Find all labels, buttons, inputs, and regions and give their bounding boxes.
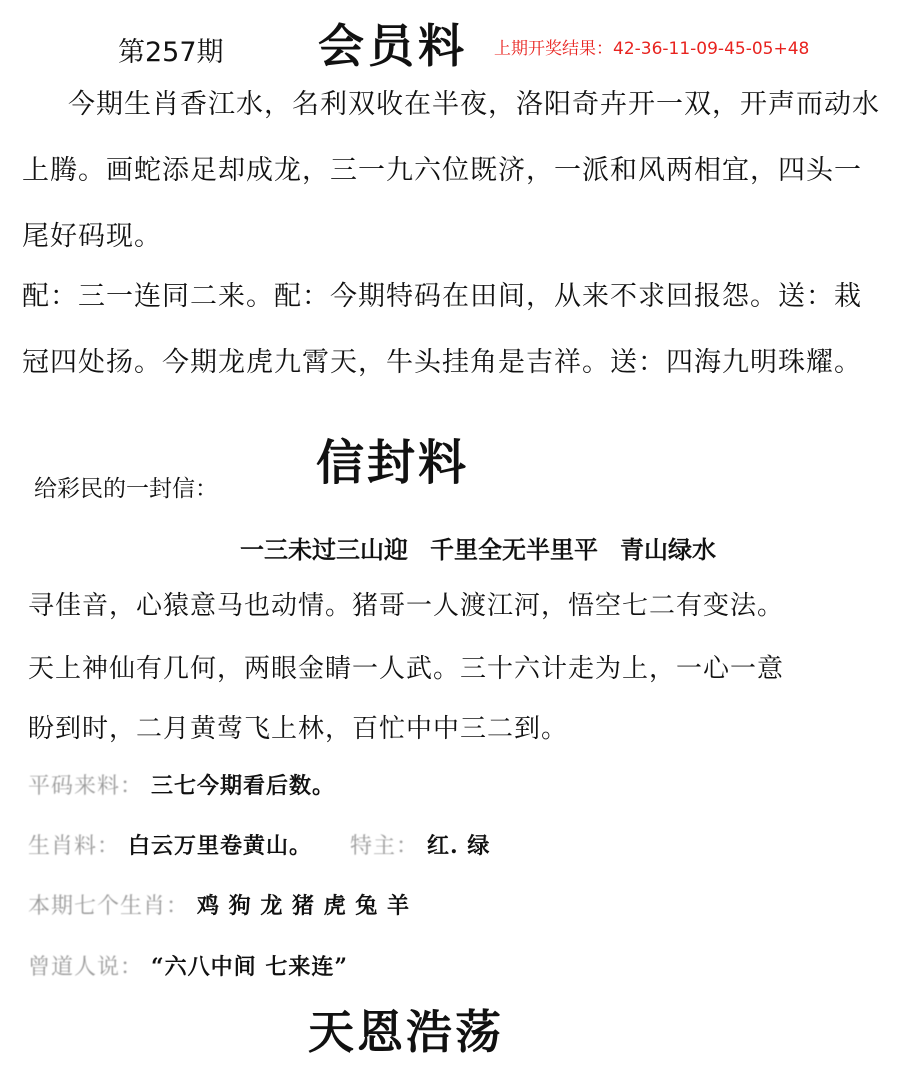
seven-zodiac-row bbox=[28, 889, 410, 920]
member-extra: 配：三一连同二来。配：今期特码在田间，从来不求回报怨。送：栽冠四处扬。今期龙虎九霄天，牛头挂角是吉祥。送：四海九明珠耀。 bbox=[22, 281, 862, 378]
sayings-value: “六八中间 七来连” bbox=[151, 954, 348, 980]
flat-code-value: 三七今期看后数。 bbox=[151, 773, 336, 799]
flat-code-row bbox=[28, 769, 335, 800]
flat-code-label: 平码来料： bbox=[28, 774, 144, 799]
issue-number: 第257期 bbox=[118, 37, 224, 68]
zodiac-label: 生肖料： bbox=[28, 834, 121, 859]
special-label: 特主： bbox=[350, 834, 420, 859]
footer-title: 天恩浩荡 bbox=[308, 1005, 504, 1059]
special-value: 红. 绿 bbox=[427, 833, 491, 859]
letter-phrase-2: 千里全无半里平 bbox=[430, 535, 598, 564]
sayings-row bbox=[28, 950, 348, 981]
sayings-label: 曾道人说： bbox=[28, 955, 144, 980]
seven-zodiac-label: 本期七个生肖： bbox=[28, 894, 190, 919]
letter-line-3: 天上神仙有几何，两眼金睛一人武。三十六计走为上，一心一意 bbox=[28, 654, 785, 684]
seven-zodiac-value: 鸡 狗 龙 猪 虎 兔 羊 bbox=[197, 893, 410, 919]
letter-line-2: 寻佳音，心猿意马也动情。猪哥一人渡江河，悟空七二有变法。 bbox=[28, 591, 785, 621]
letter-line-4: 盼到时，二月黄莺飞上林，百忙中中三二到。 bbox=[28, 714, 569, 744]
last-draw-result: 上期开奖结果：42-36-11-09-45-05+48 bbox=[494, 39, 810, 59]
member-poem: 今期生肖香江水，名利双收在半夜，洛阳奇卉开一双，开声而动水上腾。画蛇添足却成龙，三一九六位既济，一派和风两相宜，四头一尾好码现。 bbox=[22, 89, 880, 252]
page-title: 会员料 bbox=[318, 19, 468, 73]
letter-line-1 bbox=[240, 530, 738, 565]
envelope-title: 信封料 bbox=[316, 435, 470, 491]
letter-label: 给彩民的一封信： bbox=[34, 476, 218, 502]
zodiac-value: 白云万里卷黄山。 bbox=[128, 833, 313, 859]
zodiac-row bbox=[28, 829, 490, 860]
letter-phrase-3: 青山绿水 bbox=[620, 535, 716, 564]
letter-phrase-1: 一三未过三山迎 bbox=[240, 535, 408, 564]
